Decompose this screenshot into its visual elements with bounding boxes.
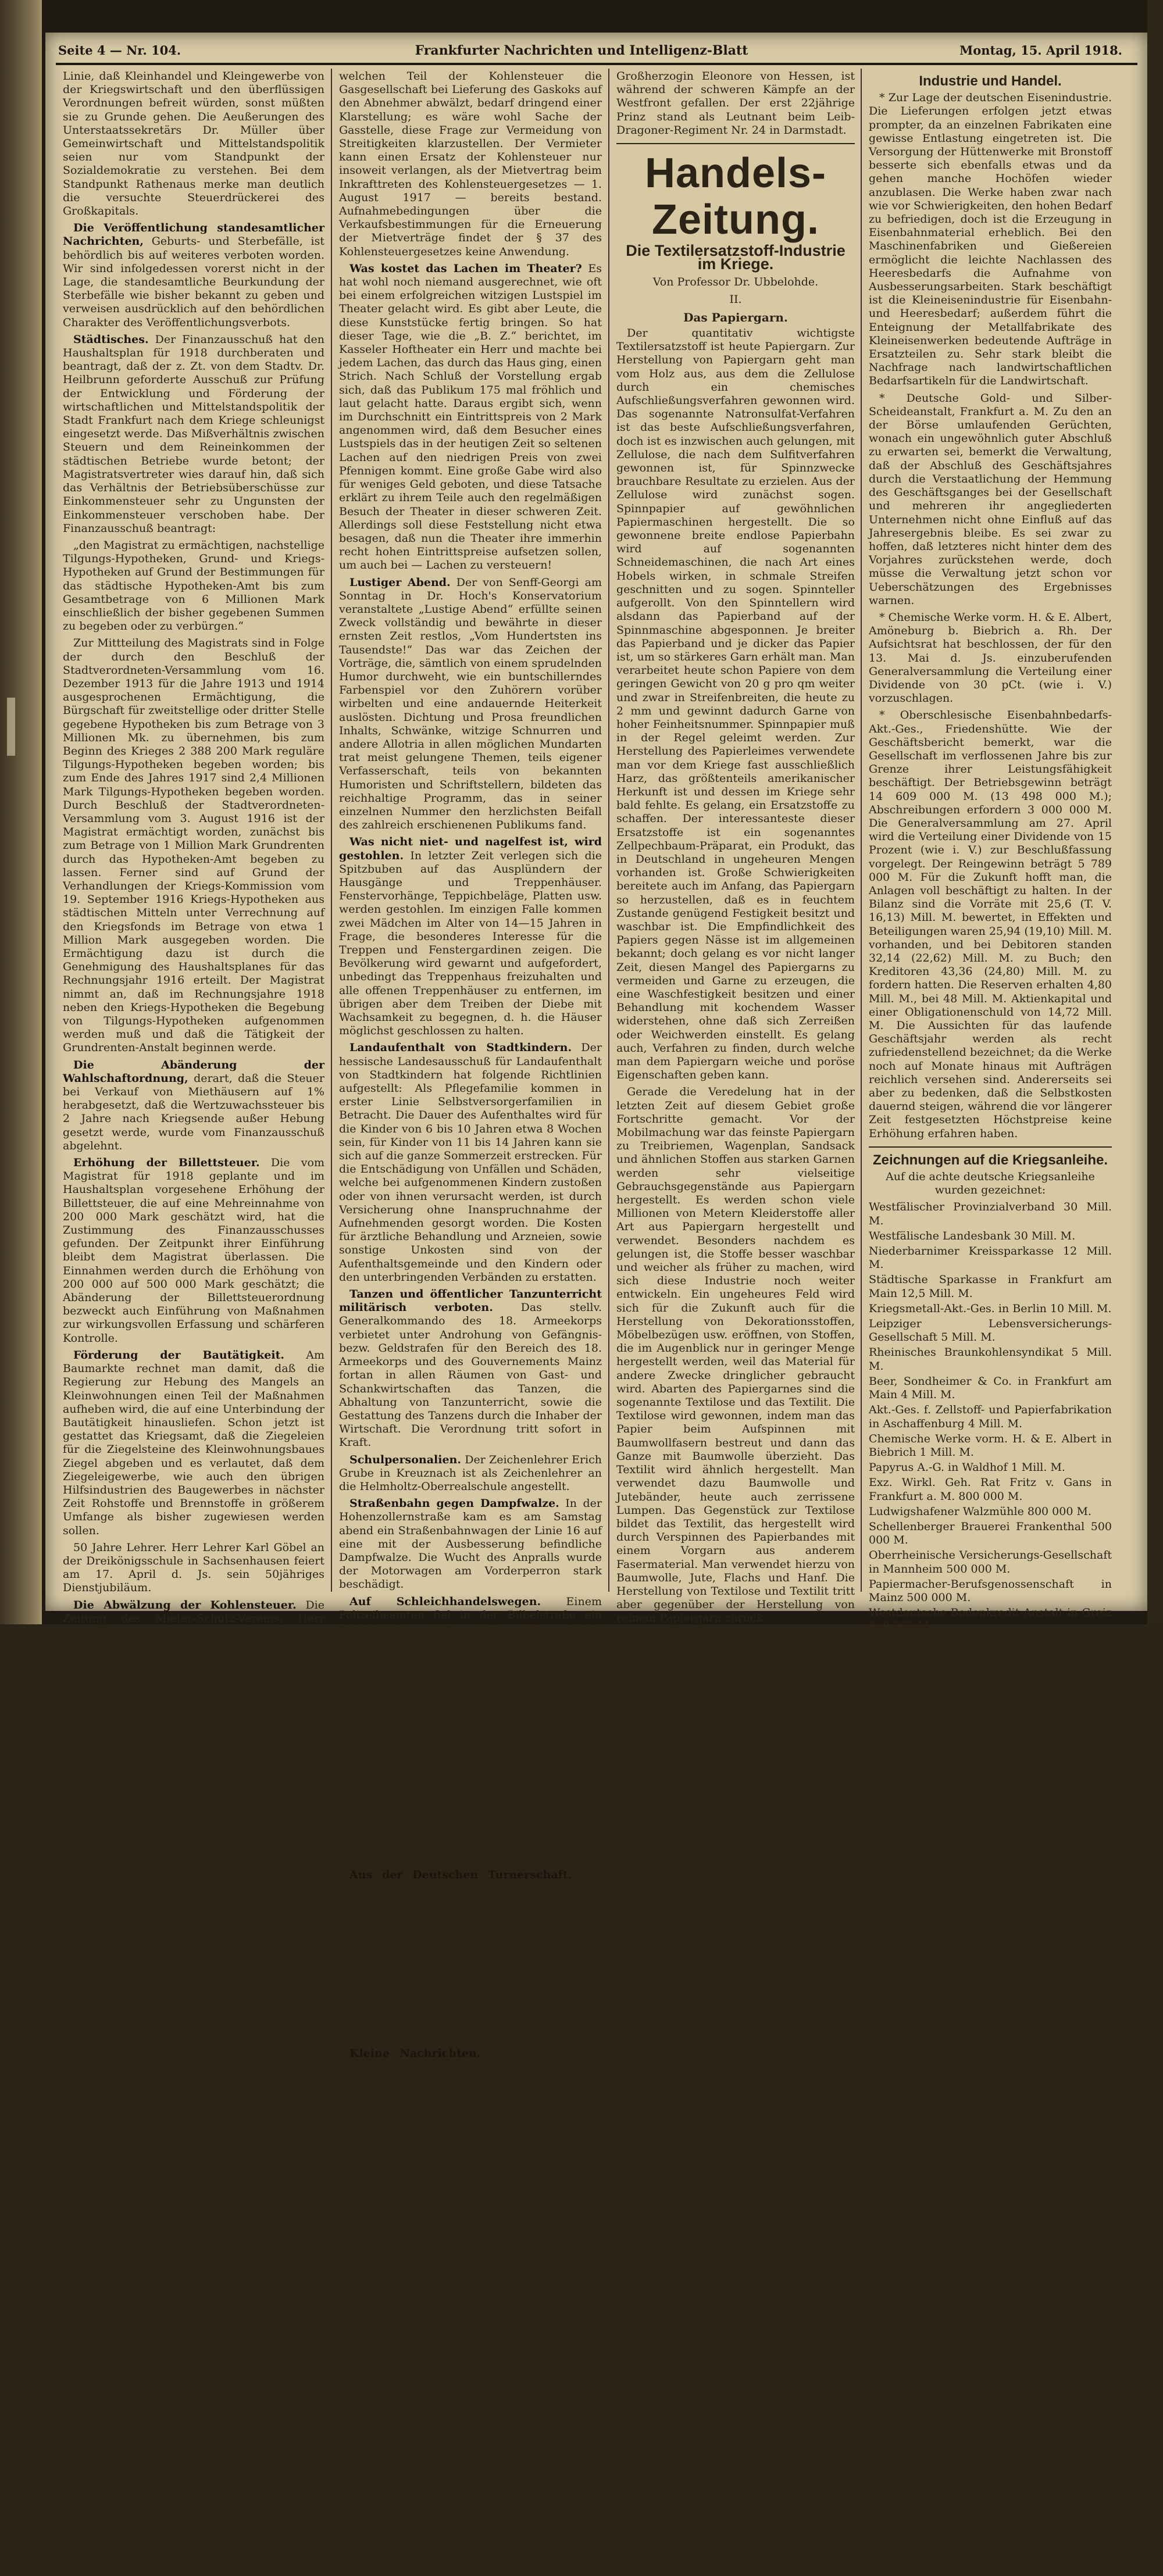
- ad-line: L. Roll, Generalagent, Goethestraße 5. (A1338: [879, 2271, 1102, 2298]
- column-1: [63, 70, 324, 2070]
- article-text: Der von Senff-Georgi am Sonntag in Dr. Hoch's Konservatorium veranstaltete „Lustige Abend“ erfüllte seinen Zweck vollständig und bewährte in dieser ernsten Zeit restlos, „Vom Hundertsten ins Tausendste!“ Das war das Zeichen der Vorträge, die, sämtlich von einem sprudelnden Humor durchweht, wie ein buntschillerndes Farbenspiel vor den Zuhörern vorüber wirbelten und eine andauernde Heiterkeit auslösten. Dichtung und Prosa freundlichen Inhalts, Schwänke, witzige Schnurren und andere Allotria in allen möglichen Mundarten trat meist gelungene Themen, teils eigener Verfasserschaft, teils von bekannten Humoristen und Schriftstellern, bildeten das reichhaltige Programm, das in seiner einzelnen Nummer den herzlichsten Beifall des zahlreich erschienenen Publikums fand.: [339, 576, 602, 832]
- article-text: Das stellv. Generalkommando des 18. Armeekorps verbietet unter Androhung von Gefängnis- bezw. Geldstrafen für den Bereich des 18. Armeekorps und des Gouvernements Mainz fortan in allen Räumen von Gast- und Schankwirtschaften das Tanzen, die Abhaltung von Tanzunterricht, sowie die Gestattung des Tanzens durch die Inhaber der Wirtschaft. Die Verordnung tritt sofort in Kraft.: [339, 1301, 602, 1449]
- list-item: Niederbarnimer Kreissparkasse 12 Mill. M.: [869, 1245, 1112, 1271]
- article-paragraph: Gerade die Veredelung hat in der letzten Zeit auf diesem Gebiet große Fortschritte gemacht. Vor der Mobilmachung war das feinste Papiergarn zu Treibriemen, Wagenplan, Sandsack und ähnlichen Stoffen aus starken Garnen werden sehr vielseitige Gebrauchsgegenstände aus Papiergarn hergestellt. Es werden schon viele Millionen von Metern Kleiderstoffe aller Art aus Papiergarn hergestellt und verwendet. Besonders nachdem es gelungen ist, die Stoffe besser waschbar und weicher als früher zu machen, wird sich diese Industrie noch weiter entwickeln. Ein ungeheures Feld wird sich für die Zukunft auch für die Herstellung von Dekorationsstoffen, Möbelbezügen usw. eröffnen, von Stoffen, die im Augenblick nur in geringer Menge hergestellt werden, weil das Material für andere Zwecke dringlicher gebraucht wird. Abarten des Papiergarnes sind die sogenannte Textilose und das Textilit. Die Textilose wird gewonnen, indem man das Papier beim Aufspinnen mit Baumwollfasern bestreut und dann das Ganze mit Baumwolle überzieht. Das Textilit wird ähnlich hergestellt. Man verwendet dazu Baumwolle und Jutebänder, heute auch zerrissene Lumpen. Das Gegenstück zur Textilose bildet das Textilit, das hergestellt wird durch Verspinnen des Papierbandes mit einem Vorgarn aus anderem Fasermaterial. Man verwendet hierzu von Baumwolle, Jute, Flachs und Hanf. Die Herstellung von Textilose und Textilit tritt aber gegenüber der Herstellung von reinem Papiergarn zurück.: [616, 1085, 855, 1625]
- article-paragraph: Die Zellstoffgarne gewinnt man auch aus der Zellulose, die aber in diesem Falle nicht erst in Papier umgewandelt, sondern direkt zu Garn versponnen wird. Die Zellstoffgarne geben sehr kräftige Garne und dürften für die Zukunft noch an Bedeutung gewinnen. Die Aufhebung der Beschlagnahme für Zivilbekleidungsstoffe aus Papiergarn dürfte dem gesteigerten Vertrauen zu diesen Stoffen in der Zivilbevölkerung ganz besonders Rechnung tragen.: [616, 1645, 855, 1807]
- article-paragraph: [63, 1059, 324, 1153]
- list-item: A. Scheibler & Co. in Frankfurt a. M. 200 000 M.: [869, 1663, 1112, 1691]
- article-paragraph: [339, 1868, 602, 2044]
- article-byline: Von Professor Dr. Ubbelohde.: [652, 276, 819, 289]
- list-item: Chemische Werke vorm. H. & E. Albert in Biebrich 1 Mill. M.: [869, 1432, 1112, 1459]
- list-item: Städtische Sparkasse in Frankfurt am Main 12,5 Mill. M.: [869, 1273, 1112, 1300]
- article-paragraph: [339, 1288, 602, 1449]
- article-lead: Aus der Deutschen Turnerschaft.: [349, 1868, 572, 1881]
- article-paragraph: welchen Teil der Kohlensteuer die Gasgesellschaft bei Lieferung des Gaskoks auf den Abnehmer abwälzt, bedarf dringend einer Klarstellung; es wäre wohl Sache der Gasstelle, diese Frage zur Vermeidung von Streitigkeiten klarzustellen. Der Vermieter kann einen Ersatz der Kohlensteuer nur insoweit verlangen, als der Mietvertrag beim Inkrafttreten des Kohlensteuergesetzes — 1. August 1917 — bereits bestand. Aufnahmebedingungen über die Verkaufsbestimmungen für die Erneuerung der Mietverträge findet der § 37 des Kohlensteuergesetzes keine Anwendung.: [339, 70, 602, 258]
- list-item: Papyrus A.-G. in Waldhof 1 Mill. M.: [869, 1461, 1065, 1474]
- list-item: Lederindustrie-Berufsgenossenschaft in Mainz 200 000 M.: [869, 1635, 1112, 1662]
- header-page-number: Seite 4 — Nr. 104.: [58, 43, 181, 58]
- article-paragraph: Lich (Oberh.), 14. April. Der Erbprinz Philipp von Solms-Hohensolms-Lich, der Neffe der: [339, 2239, 602, 2280]
- boerse-dateline: Frankfurt a. M., den 15. April 1918.: [635, 1989, 836, 2002]
- article-paragraph: * Chemische Werke vorm. H. & E. Albert, Amöneburg b. Biebrich a. Rh. Der Aufsichtsrat hat beschlossen, der für den 13. Mai d. Js. einzuberufenden Generalversammlung die Verteilung einer Dividende von 30 pCt. (wie i. V.) vorzuschlagen.: [869, 610, 1112, 705]
- list-item: Akt.-Ges. f. Zellstoff- und Papierfabrikation in Aschaffenburg 4 Mill. M.: [869, 1403, 1112, 1430]
- ad-title: [875, 1956, 1105, 1991]
- article-lead: Straßenbahn gegen Dampfwalze.: [349, 1497, 559, 1510]
- article-subheading: Das Papiergarn.: [683, 310, 788, 324]
- article-subheading: Zellstoffgarne.: [687, 1629, 784, 1644]
- article-paragraph: [63, 1599, 324, 2071]
- list-item: Westfälischer Provinzialverband 30 Mill. M.: [869, 1201, 1112, 1227]
- weather-forecast: Nebelig, sonst wechselnd bewölkt, meist trocken, weitere Abkühlung.: [883, 1820, 1098, 1847]
- section-rule: [616, 1965, 855, 1966]
- article-text: In der Hohenzollernstraße kam es am Samstag abend ein Straßenbahnwagen der Linie 16 auf eine mit der Ausbesserung befindliche Dampfwalze. Die Wucht des Anpralls wurde der Motorwagen am Vorderperron stark beschädigt.: [339, 1497, 602, 1591]
- article-text: Einem Polizeibeamten fiel in der Bilbelstraße ein Dienstmann auf, der mit einem schwerbeladenen Korbe von Haushaltswaren kam. Der Beamte ließ sich ihn an, er hatte eine Reihe Stück ohne Bezugsschein bei sich. Weiter hat der Kellner Heinrich Braun aus Unterfranken ihn „hergeholmugelt hatte. Das Schleichgeschäft hatte keinen Vorteil, da es in letzter Zeit jeglichen Hinkunft Schleichhändler nicht mehr die Lebensmittel aus Mangel an Fleisch ohne Bezugsschein, die Arbeiter zu hohem Geldstrafen und bei einem von ihnen bis zu mehreren Wochen Gefängnis verurteilt. Einem Arbeiter wurde mit 500 Mark Geldstrafe. Die Fische hatte sich in Mattenbach. Das Schöffengericht hatte, daß Schleichhandel in dem beständigsten Strafen zu belegen sei, damit so wird die Bekämpfung um bessere Erfolge bereitet hat.: [339, 1595, 602, 1864]
- header-masthead: Frankfurter Nachrichten und Intelligenz-Blatt: [415, 43, 748, 58]
- list-item: Ludwigshafener Walzmühle 800 000 M.: [869, 1505, 1091, 1518]
- article-paragraph: Großherzogin Eleonore von Hessen, ist während der schweren Kämpfe an der Westfront gefallen. Der erst 22jährige Prinz stand als Leutnant beim Leib-Dragoner-Regiment Nr. 24 in Darmstadt.: [616, 70, 855, 137]
- article-text: Am Baumarkte rechnet man damit, daß die Regierung zur Hebung des Mangels an Kleinwohnungen einen Teil der Maßnahmen aufheben wird, die auf eine Unterbindung der Bautätigkeit hinausliefen. Schon jetzt ist gestattet das Kriegsamt, daß die Ziegeleien für die Ziegelsteine des Kleinwohnungsbaues Ziegel abgeben und es verlautet, daß dem Ziegeleigewerbe, wie auch den übrigen Hilfsindustrien des Baugewerbes in nächster Zeit Rohstoffe und Brennstoffe in größerem Umfange als bisher zugewiesen werden sollen.: [63, 1348, 324, 1537]
- section-rule: [869, 1146, 1112, 1148]
- list-item: Kriegsmetall-Akt.-Ges. in Berlin 10 Mill. M.: [869, 1302, 1112, 1315]
- article-lead: Die Veröffentlichung standesamtlicher Nachrichten,: [63, 221, 324, 248]
- article-text: Der Finanzausschuß hat den Haushaltsplan für 1918 durchberaten und beantragt, daß der z. Zt. von dem Stadtv. Dr. Heilbrunn geforderte Ausschuß zur Prüfung der Entwicklung und Förderung der wirtschaftlichen und Mittelstandspolitik der Stadt Frankfurt nach dem Kriege schleunigst eingesetzt werde. Das Mißverhältnis zwischen Steuern und dem Reineinkommen der städtischen Betriebe wurde betont; der Magistratsvertreter wies darauf hin, daß sich das Verhältnis der Betriebsüberschüsse zur Einkommensteuer sehr zu Ungunsten der Einkommensteuer verschoben habe. Der Finanzausschuß beantragt:: [63, 333, 324, 535]
- article-text: Es hat wohl noch niemand ausgerechnet, wie oft bei einem erfolgreichen witzigen Lustspiel im Theater gelacht wird. Es gibt aber Leute, die diese Kunststücke fertig bringen. So hat dieser Tage, wie die „B. Z.“ berichtet, im Kasseler Hoftheater ein Herr und machte bei jedem Lachen, das durch das Haus ging, einen Strich. Nach Schluß der Vorstellung ergab sich, daß das Publikum 175 mal fröhlich und laut gelacht hatte. Daraus ergibt sich, wenn im Durchschnitt ein Eintrittspreis von 2 Mark angenommen wird, daß dem Besucher eines Lustspiels das in der heutigen Zeit so seltenen Lachen auf den niedrigen Preis von zwei Pfennigen kommt. Eine große Gabe wird also für weniges Geld geboten, und diese Tatsache erklärt zu ihrem Teile auch den regelmäßigen Besuch der Theater in dieser schweren Zeit. Allerdings soll diese Feststellung nicht etwa besagen, daß nun die Theater ihre immerhin recht hohen Eintrittspreise aufsetzen sollen, um auch bei — Lachen zu versteuern!: [339, 262, 602, 572]
- list-item: S. Joseph & Co., Lederhandlung in Frankfurt a. M. 200 000 M.: [869, 1692, 1112, 1719]
- article-lead: Die Abänderung der Wahlschaftordnung,: [63, 1058, 324, 1085]
- ad-line: Programm beginnt Punkt 8 Uhr.: [894, 1993, 1087, 2008]
- column-2: [339, 70, 602, 2280]
- section-title: Zeichnungen auf die Kriegsanleihe.: [872, 1152, 1108, 1168]
- header-rule: [56, 63, 1137, 65]
- ad-line: Zeichne heute!: [933, 2239, 1048, 2257]
- article-paragraph: [339, 1595, 602, 1865]
- article-paragraph: [63, 333, 324, 535]
- article-paragraph: [63, 1349, 324, 1538]
- article-text: Geburts- und Sterbefälle, ist behördlich bis auf weiteres verboten worden. Wir sind infolgedessen vorerst nicht in der Lage, die standesamtliche Beurkundung der Sterbefälle wie bisher bekannt zu geben und verweisen ausdrücklich auf den behördlichen Charakter des Veröffentlichungsverbots.: [63, 235, 324, 329]
- article-lead: Was nicht niet- und nagelfest ist, wird gestohlen.: [339, 835, 602, 862]
- ad-venue: Künstler-Palast: [930, 1937, 1050, 1955]
- article-paragraph: Der quantitativ wichtigste Textilersatzstoff ist heute Papiergarn. Zur Herstellung von Papiergarn geht man vom Holz aus, aus dem die Zellulose durch ein chemisches Aufschließungsverfahren gewonnen wird. Das sogenannte Natronsulfat-Verfahren ist das beste Aufschließungsverfahren, doch ist es inzwischen auch gelungen, mit Zellulose, die nach dem Sulfitverfahren gewonnen ist, für Spinnzwecke brauchbare Resultate zu erzielen. Aus der Zellulose wird zunächst sogen. Spinnpapier auf gewöhnlichen Papiermaschinen hergestellt. Die so gewonnene breite endlose Papierbahn wird auf sogenannten Schneidemaschinen, die nach Art eines Hobels wirken, in schmale Streifen geschnitten und zu sogen. Spinnteller aufgerollt. Von den Spinntellern wird alsdann das Papierband auf der Spinnmaschine abgesponnen. Je breiter das Papierband und je dicker das Papier ist, um so stärkeres Garn erhält man. Man verarbeitet heute schon Papiere von dem geringen Gewicht von 20 g pro qm weiter und zwar in Streifenbreiten, die heute zu 2 mm und gewinnt dadurch Garne von hoher Feinheitsnummer. Spinnpapier muß in der Regel geleimt werden. Zur Herstellung des Papierleimes verwendete man vor dem Kriege fast ausschließlich Harz, das größtenteils amerikanischer Herkunft ist und dessen im Kriege sehr bald fehlte. Es gelang, ein Ersatzstoffe zu schaffen. Der interessanteste dieser Ersatzstoffe ist ein sogenanntes Zellpechbaum-Präparat, ein Produkt, das in Deutschland in ungeheuren Mengen vorhanden ist. Große Schwierigkeiten bereitete auch im Anfang, das Papiergarn so herzustellen, daß es in feuchtem Zustande genügend Festigkeit besitzt und waschbar ist. Die Empfindlichkeit des Papiers gegen Nässe ist im allgemeinen bekannt; doch gelang es vor nicht langer Zeit, diesen Mangel des Papiergarns zu vermeiden und Garne zu erzeugen, die eine Waschfestigkeit besitzen und einer Behandlung mit kochendem Wasser widerstehen, ohne daß sich Zerreißen oder Weichwerden einstellt. Es gelang auch, Verfahren zu finden, durch welche man dem Papiergarn weiche und poröse Eigenschaften geben kann.: [616, 327, 855, 1082]
- article-text: Der hessische Landesausschuß für Landaufenthalt von Stadtkindern hat folgende Richtlinien aufgestellt: Als Pflegefamilie kommen in erster Linie Selbstversorgerfamilien in Betracht. Die Dauer des Aufenthaltes wird für die Kinder von 6 bis 10 Jahren etwa 8 Wochen sein, für Kinder von 11 bis 14 Jahren kann sie sich auf die ganze Sommerzeit erstrecken. Für die Entschädigung von Unfällen und Schäden, welche bei aufgenommenen Kindern zustoßen oder von ihnen verursacht werden, ist durch Versicherung ohne Inanspruchnahme der Aufnehmenden gesorgt worden. Die Kosten für ärztliche Behandlung und Arzneien, sowie sonstige Unkosten sind von der Aufenthaltsgemeinde und den Kindern oder den unterbringenden Verbänden zu erstatten.: [339, 1041, 602, 1284]
- article-lead: Tanzen und öffentlicher Tanzunterricht militärisch verboten.: [339, 1288, 602, 1314]
- ad-line: für Zeichnungen nach dem Kriegsanleihe-Spar-Verein „Janus“ Hamburg!: [894, 2152, 1087, 2192]
- boerse-title: Frankfurter Börse.: [675, 1971, 797, 1987]
- list-item: Schellenberger Brauerei Frankenthal 500 000 M.: [869, 1520, 1112, 1547]
- advertisement-arkadia: [869, 1931, 1112, 2056]
- ad-line: Bestes Familien-Lokal am Platze.: [887, 2037, 1093, 2050]
- page-edge: [1147, 0, 1163, 1624]
- ad-line: Donnerstag ist Schluß!: [901, 2219, 1080, 2238]
- article-paragraph: [63, 1156, 324, 1345]
- article-paragraph: Der Rücktritt Czernins und seine unmittelbare Ursache wurden an der Börse lebhaft besprochen. Eine erkennbare Wirkung ging aber von ihm auf die Kurse nicht aus. Die Erklärung der Scheidemantel, womit vor einer Ueberschätzung der letzten Jahresergebnisse gewarnt wird, übte einen fühlbaren Druck auf den Aktienkurs aus, der sie gegenüber etwas ungleichmäßig umsetzte. Matter waren auch Holzverkohlung, Griesheim und Höchster, während für Th. Goldschmidt etwas Nachfrage bestand. Von den Montanwerten gingen Phönix und Deutsch-Luxemburg etwas zurück. Abgeschwächt waren ferner Hapag und Norddeutscher Lloyd. Von Chemiewerten war Rütgerswerke gesucht. Heimische Industriepapiere lagen fest. Elektrizitätswerte waren vernachlässigt. Petroleumaktien setzten auf Anregung von auswärts ihre Aufwärtsbewegung fort. Siemens & Halske etwas höher. Deutsche Petroleum erhielten sich gut. Rheinische Stahlwerke, Adler, Mannheimer Maschinenfabrik, Bad. Anilin, Motorenfabrik Oberursel und Frankfurter Brauerei waren vernachlässigt; ferner Kaliwerte. Gegen Schluß war die Börse ruhiger. Es zeigten sich keine nennenswerten Veränderungen. Deutsche Kriegsanleihe waren behauptet. Von ausländischen Renten waren Oesterreicher ungarische Werte etwas höher. Anleihen des Auslandes waren wenig gefragt. Devisen blieben unverändert.: [616, 2006, 855, 2518]
- list-item: Westfälische Landesbank 30 Mill. M.: [869, 1229, 1076, 1242]
- article-text: In letzter Zeit verlegen sich die Spitzbuben auf das Ausplündern der Hausgänge und Treppenhäuser. Fenstervorhänge, Teppichbeläge, Platten usw. werden gestohlen. Im einzigen Falle kommen zwei Mädchen im Alter von 14—15 Jahren in Frage, die besonderes Interesse für die Treppen und Fenstergardinen zeigen. Die Bevölkerung wird gewarnt und aufgefordert, unbedingt das Treppenhaus freizuhalten und alle offenen Treppenhäuser zu entfernen, im übrigen aber dem Treiben der Diebe mit Wachsamkeit zu begegnen, d. h. die Häuser möglichst geschlossen zu halten.: [339, 849, 602, 1038]
- article-text: Der Zeichenlehrer Erich Grube in Kreuznach ist als Zeichenlehrer an die Helmholtz-Oberrealschule angestellt.: [339, 1453, 602, 1493]
- article-lead: Lustiger Abend.: [349, 576, 451, 589]
- column-3: [616, 70, 855, 2576]
- article-text: Im Kunstsalon M. Goldschmidt & Co., Kaiserstr. 1, sind von Carl Rentze und Erich Gödel Kollektionen neu ausgestellt. Ferner sind von Einzelwerken neu ausgestellt: B. Trübner, L. Corinth, M. Slevogt, H. v. Defregger, Hans Thoma u. a. — Der Volkschor „Union“ veranstaltet am Samstag, 20. April, abends 8 Uhr, im Saalbau einen Volkskonzertabend mit Werken von A. Gretchaninoff, u. a. Die Leitung hat Herr Theodor Schmidt. Mitwirkende: Frl. Theo Hoff (Sopran) und das Frankfurter Streichquartett. — Zur Aufführung gelangt u. a. das Chorwerk „Preciosa“.: [339, 2047, 602, 2235]
- column-rule: [861, 69, 862, 1592]
- article-paragraph: Wegen Störung der telephonischen Verbindung ist uns der Bericht über die heutige Berliner Börse bis Schluß der Redaktion nicht zugegangen.: [616, 2522, 855, 2576]
- section-title: Industrie und Handel.: [919, 73, 1062, 89]
- article-lead: Was kostet das Lachen im Theater?: [349, 262, 582, 275]
- article-lead: Die Abwälzung der Kohlensteuer.: [73, 1598, 297, 1612]
- section-rule: [869, 1853, 1112, 1854]
- article-lead: Erhöhung der Billettsteuer.: [73, 1156, 260, 1170]
- list-item: J. L. Halbreich, Elektrotechn. Artikel, in Frankfurt a. M., Gr. Friedbergerstr. 27, 100 000 M.: [869, 1750, 1112, 1790]
- subscription-list: [869, 1201, 1112, 1790]
- article-lead: Landaufenthalt von Stadtkindern.: [349, 1041, 572, 1055]
- book-binding: [0, 0, 42, 1624]
- list-item: Exz. Wirkl. Geh. Rat Fritz v. Gans in Frankfurt a. M. 800 000 M.: [869, 1476, 1112, 1503]
- article-lead: Auf Schleichhandelswegen.: [349, 1595, 541, 1608]
- section-title: Handels-Zeitung.: [644, 150, 827, 244]
- article-paragraph: * Zur Lage der deutschen Eisenindustrie. Die Lieferungen erfolgen jetzt etwas prompter, da an einzelnen Fabrikaten eine gewisse Entlastung eingetreten ist. Die Versorgung der Hüttenwerke mit Bronstoff besserte sich ebenfalls etwas und da gehen manche Hochöfen wieder anzublasen. Die Werke haben zwar nach wie vor Schwierigkeiten, den hohen Bedarf zu befriedigen, doch ist die Erzeugung in Eisenbahnmaterial erheblich. Bei den Maschinenfabriken und Gießereien ermöglicht die leichte Nachlassen des Heeresbedarfs die Aufnahme von Ausbesserungsarbeiten. Stark beschäftigt ist die Kleineisenindustrie für Eisenbahn- und Heeresbedarf; außerdem führt die Enteignung der Metallfabrikate des Kleineisenwerken bedeutende Aufträge in Ersatzteilen zu. Sehr stark bleibt die Nachfrage nach landwirtschaftlichen Bedarfsartikeln für die Landwirtschaft.: [869, 91, 1112, 388]
- article-headline: Die Textilersatzstoff-Industrie im Kriege.: [626, 242, 846, 273]
- ad-line: Großstädtisches Künstler-Programm!: [908, 2010, 1072, 2037]
- binding-label: [7, 698, 15, 756]
- article-paragraph: Linie, daß Kleinhandel und Kleingewerbe von der Kriegswirtschaft und den überflüssigen Verordnungen befreit würden, sonst müßten sie zu Grunde gehen. Die Aeußerungen des Unterstaatssekretärs Dr. Müller über Gemeinwirtschaft und Mittelstandspolitik seien nur vom Standpunkt der Sozialdemokratie zu verstehen. Bei dem Standpunkt Rathenaus merke man deutlich die versuchte Steuerdrückerei des Großkapitals.: [63, 70, 324, 218]
- ad-title: Noch ist es Zeit: [878, 2066, 1103, 2152]
- article-paragraph: * Oberschlesische Eisenbahnbedarfs-Akt.-Ges., Friedenshütte. Wie der Geschäftsbericht bemerkt, war die Gesellschaft im verflossenen Jahre bis zur Grenze ihrer Leistungsfähigkeit beschäftigt. Der Betriebsgewinn beträgt 14 609 000 M. (13 498 000 M.); Abschreibungen erfordern 3 000 000 M. Die Generalversammlung am 27. April wird die Verteilung einer Dividende von 15 Prozent (wie i. V.) zur Beschlußfassung vorgelegt. Der Reingewinn beträgt 5 789 000 M. Für die Zukunft hofft man, die Anlagen voll beschäftigt zu halten. In der Bilanz sind die Vorräte mit 25,6 (T. V. 16,13) Mill. M. bewertet, in Effekten und Beteiligungen waren 25,94 (19,10) Mill. M. vorhanden, und bei Debitoren standen 32,14 (22,62) Mill. M. zu Buch; den Kreditoren 43,36 (24,80) Mill. M. zu fordern hatten. Die Reserven erhalten 4,80 Mill. M., bei 48 Mill. M. Aktienkapital und einer Obligationenschuld von 14,72 Mill. M. Die Aussichten für das laufende Geschäftsjahr werden als recht zufriedenstellend bezeichnet; da die Werke noch auf Monate hinaus mit Aufträgen reichlich versehen sind. Andererseits sei aber zu bedenken, daß die Selbstkosten dauernd steigen, während die vor längerer Zeit festgesetzten Höchstpreise keine Erhöhung erfahren haben.: [869, 709, 1112, 1140]
- ad-line: Verwaltungsbüro des „Janus“: [908, 2258, 1073, 2271]
- article-paragraph: „den Magistrat zu ermächtigen, nachstellige Tilgungs-Hypotheken, Grund- und Kriegs-Hypotheken auf Grund der Bestimmungen für das städtische Hypotheken-Amt bis zum Gesamtbetrage von 6 Millionen Mark einschließlich der bisher gegebenen Summen zu begeben oder zu verbürgen.“: [63, 538, 324, 633]
- list-item: Papiermacher-Berufsgenossenschaft in Mainz 500 000 M.: [869, 1577, 1112, 1604]
- ad-phone: A3488: [1039, 1971, 1066, 1981]
- article-lead: Städtisches.: [73, 333, 149, 346]
- article-paragraph: Auf die achte deutsche Kriegsanleihe wurden gezeichnet:: [886, 1170, 1095, 1197]
- article-lead: Schulpersonalien.: [349, 1453, 461, 1466]
- article-text: derart, daß die Steuer bei Verkauf von Miethäusern auf 1% herabgesetzt, daß die Wertzuwachssteuer bis 2 Jahre nach Kriegsende außer Hebung gesetzt werde, wurde vom Finanzausschuß abgelehnt.: [63, 1071, 324, 1152]
- advertisement-janus: [869, 2060, 1112, 2303]
- imprint: Chefredakteur: Dr. E. Mässig. Verantwortlich: für Politik und den allgemeinen Teil: Fritz Lüthich; für Lokales und Provinz: B. Lincke; für Kunst und Wissenschaft: G. v. Stade; für Handelsteil: Fritz Lüthich; für den Anzeigenteil: Karl Stanek. Druck und Verlag: G. Holl. Sämtlich in Frankfurt a. M.: [869, 1860, 1112, 1927]
- list-item: Rheinisches Braunkohlensyndikat 5 Mill. M.: [869, 1346, 1112, 1373]
- column-rule: [608, 69, 609, 1592]
- header-date: Montag, 15. April 1918.: [959, 43, 1122, 58]
- article-text: Der Mainz-Taunus-Gau hielt am Sonntag seinen kleinen ordentlichen Gauturntag in Heddernheim ab. Beginn nachmittags 3 Uhr. Zur Tagesordnung stehen wichtige Beratungsgegenstände, die den Turnvereinen der Deutschen Turnerschaft in jeglicher Beziehung wichtig sind. Die deutschen Volksturnspiele wurden am Sonntag, den 26. Mai, in der Turnhalle der Frankfurter Turngemeinde, Cederweg, abgehalten. In der Zwischenzeit wird die Turnhalle der Turnergemeinschaft frei bleiben.: [339, 1868, 602, 2043]
- list-item: Beer, Sondheimer & Co. in Frankfurt am Main 4 Mill. M.: [869, 1374, 1112, 1402]
- section-rule: [869, 1796, 1112, 1798]
- article-paragraph: [339, 262, 602, 573]
- article-text: Die vom Magistrat für 1918 geplante und im Haushaltsplan vorgesehene Erhöhung der Billettsteuer, die auf eine Mehreinnahme von 200 000 Mark geschätzt wird, hat die Zustimmung des Finanzausschusses gefunden. Der Zeitpunkt ihrer Einführung bleibt dem Magistrat überlassen. Die Einnahmen werden durch die Erhöhung von 200 000 auf 500 000 Mark geschätzt; die Abänderung der Billettsteuerordnung bezweckt auch Einführung von Maßnahmen zur wirkungsvollen Erfassung und schärferen Kontrolle.: [63, 1156, 324, 1345]
- article-paragraph: [339, 1041, 602, 1284]
- article-paragraph: Vielfach wird die Befürchtung laut, daß ein schlimmer Raubbau mit unseren Holzbeständen eingetreten sei. Dies trifft nicht zu. In Deutschland werden jährlich etwa 14 Millionen Kubikmeter Holz verbraucht. Die Hauptmenge dieses Holzes ist aber Bauholz. Die gesamte Papierindustrie für Spinnzwecke verbrauchte im Frieden etwa 2 Millionen Kubikmeter, also etwa 6 pCt. der Gesamtmenge.: [616, 1811, 855, 1959]
- article-paragraph: [339, 835, 602, 1038]
- article-part: II.: [729, 292, 742, 306]
- article-paragraph: [339, 1453, 602, 1494]
- article-paragraph: [339, 1497, 602, 1591]
- article-paragraph: [63, 221, 324, 330]
- article-paragraph: 50 Jahre Lehrer. Herr Lehrer Karl Göbel an der Dreikönigsschule in Sachsenhausen feiert am 17. April d. Js. sein 50jähriges Dienstjubiläum.: [63, 1541, 324, 1595]
- article-paragraph: Zur Mittteilung des Magistrats sind in Folge der durch den Beschluß der Stadtverordneten-Versammlung vom 16. Dezember 1913 für die Jahre 1913 und 1914 ausgesprochenen Ermächtigung, die Bürgschaft für zweitstellige oder dritter Stelle gegebene Hypotheken bis zum Betrage von 3 Millionen Mk. zu übernehmen, bis zum Beginn des Krieges 2 388 200 Mark reguläre Tilgungs-Hypotheken begeben worden; bis zum Ende des Jahres 1917 sind 2,4 Millionen Mark Tilgungs-Hypotheken begeben worden. Durch Beschluß der Stadtverordneten-Versammlung vom 3. August 1916 ist der Magistrat ermächtigt worden, zunächst bis zum Betrage von 1 Million Mark Grundrenten durch das Hypotheken-Amt begeben zu lassen. Ferner sind auf Grund der Verhandlungen der Kriegs-Kommission vom 19. September 1916 Kriegs-Hypotheken aus städtischen Mitteln unter Verrechnung auf den Kriegsfonds im Betrage von etwa 1 Million Mark ausgegeben worden. Die Ermächtigung dazu ist durch die Genehmigung des Haushaltsplanes für das Rechnungsjahr 1916 erteilt. Der Magistrat nimmt an, daß im Rechnungsjahre 1918 neben den Kriegs-Hypotheken die Begebung von Tilgungs-Hypotheken aufgenommen werden muß und daß die Tätigkeit der Grundrenten-Anstalt beginnen werde.: [63, 637, 324, 1055]
- column-4: [869, 70, 1112, 2298]
- article-paragraph: [339, 576, 602, 833]
- list-item: Leipziger Lebensversicherungs-Gesellschaft 5 Mill. M.: [869, 1317, 1112, 1344]
- article-lead: Kleine Nachrichten.: [349, 2047, 481, 2060]
- section-rule: [616, 143, 855, 144]
- weather-title: Wettervoraussage für Dienstag:: [884, 1802, 1096, 1818]
- ad-title-text: ARKADIA: [914, 1956, 1032, 1985]
- article-text: Die Zeitung des Mieter-Schutz-Vereins, Herr Rechtsanwalt Dr. Gumbel, schreibt uns: Nach § 37 des Kohlensteuergesetzes kann der Vermieter denjenigen Betrag erhöht verlangen, welcher sich ihm durch die Kohlensteuer verursachten Erhöhung seiner Bezugskosten für Kohlen entspricht. Die Kohlensteuer wird nicht bezahlt zu entrichten die Grube, die die Kohlen liefert. Die Steuer bei trägt 20% vom Werte der von der Grube gelieferten Kohle. Da nun der Kaufpreis der Kohlen ab Grube wesentlich billiger ist als der Kaufpreis, den der Verbraucher zu bezahlen hat, so wird die Steuer vom Vermieter nicht 20% von dem Kaufpreis, den er an seinen Kohlenlieferanten bezahlt, zu verlangen haben, sondern nur Erlaß der denkenden Kaufpreis stehenden Kohlensteuer beanspruchen. Dieser Betrag muß erforderlichenfalls durch Nachfrage bei dem Kohlenlieferanten ermittelt werden. Im allgemeinen wird aber zur Heizung nicht Kohle, sondern Gaskoks verwendet. Wie die Gasgesellschaft, so läßt auch das städtische Gaswerk die Koks liefert, einen Teil der von ihr bei Bezug der Kohlen entrichteten Steuer bereits beim Preise des Koks in Ansatz gebracht, womit sie gemäß § 37 des Kohlensteuergesetzes ebenfalls berechtigt ist. Sie kann also bei Lieferung des Koks nur höchstens die nach 20% auf den Kokspreis erwälzen, so daß der Preis des bezogenen Gaskoks sich keinesfalls um 20% erhöht haben kann. Die Frage,: [63, 1598, 324, 2070]
- list-item: Oberrheinische Versicherungs-Gesellschaft in Mannheim 500 000 M.: [869, 1549, 1112, 1575]
- list-item: Verband mittlerer Reichs-Post- und Telegraphen-Beamten in Berlin 200 000 M.: [869, 1721, 1112, 1748]
- article-paragraph: * Deutsche Gold- und Silber-Scheideanstalt, Frankfurt a. M. Zu den an der Börse umlaufenden Gerüchten, wonach ein ungewöhnlich guter Abschluß zu erwarten sei, bemerkt die Verwaltung, daß der Abschluß des Geschäftsjahres durch die Verstaatlichung der Hemmung des Geschäftsganges bei der Gesellschaft und mehreren ihr angegliederten Unternehmen nicht ohne Einfluß auf das Jahresergebnis bleibe. Es sei zwar zu hoffen, daß letzteres nicht hinter dem des Vorjahres zurückstehen werde, doch müsse die Verwaltung jetzt schon vor Ueberschätzungen des Ergebnisses warnen.: [869, 391, 1112, 607]
- list-item: Westdeutsche Bodenkredit-Anstalt in Greiz 400 000 M.: [869, 1606, 1112, 1633]
- article-lead: Förderung der Bautätigkeit.: [73, 1348, 284, 1362]
- ad-line: Schon Vierteljahrsprämien von Mk. 9.40 gegen eine Auszahlung von Mk. 1000,—.: [876, 2192, 1105, 2218]
- article-paragraph: [339, 2047, 602, 2236]
- column-rule: [331, 69, 332, 1592]
